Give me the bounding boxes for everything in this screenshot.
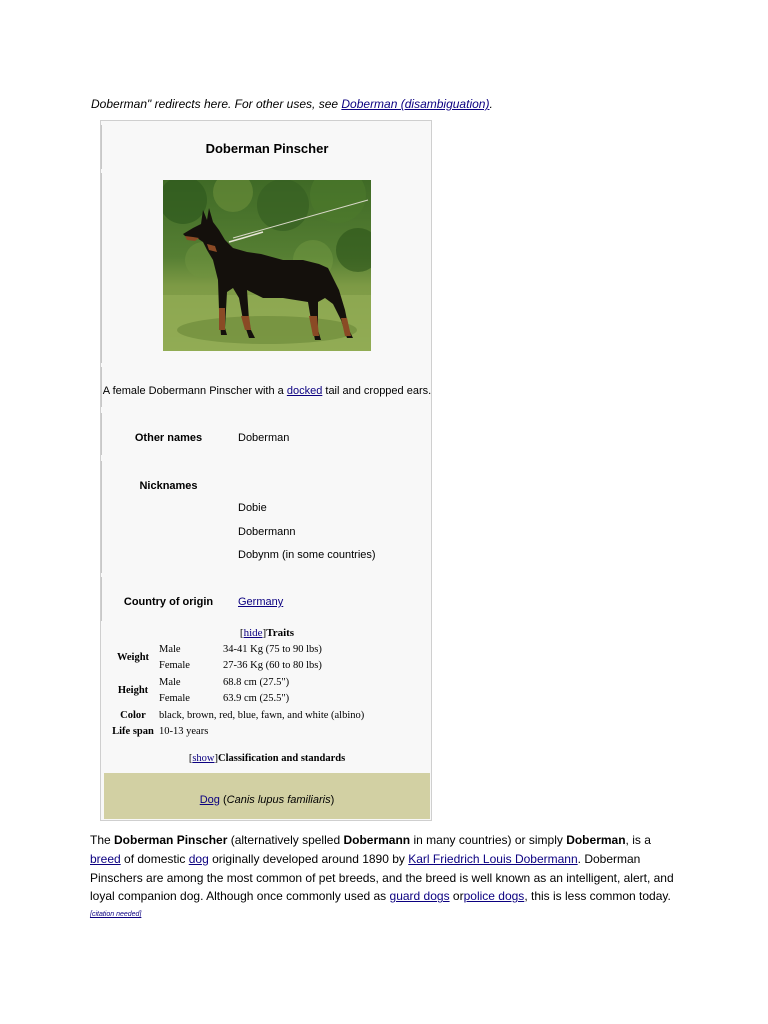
species-line [104, 794, 430, 806]
other-names-value: Doberman [238, 432, 290, 444]
caption-text: tail and cropped ears. [322, 385, 432, 397]
color-value: black, brown, red, blue, fawn, and white (albino) [159, 709, 365, 721]
sex-label: Female [159, 693, 190, 705]
disambiguation-link[interactable]: Doberman (disambiguation) [341, 97, 490, 111]
citation-needed-link[interactable]: [citation needed] [90, 911, 142, 919]
sex-label: Female [159, 660, 190, 672]
infobox-row-border [101, 461, 106, 573]
germany-link[interactable]: Germany [238, 596, 284, 608]
image-caption [101, 385, 433, 397]
nickname-item: Dobynm (in some countries) [238, 549, 376, 561]
karl-dobermann-link[interactable]: Karl Friedrich Louis Dobermann [408, 851, 578, 866]
country-value [238, 596, 283, 608]
classification-header [101, 753, 433, 764]
species-paren: ( [219, 794, 227, 806]
docked-link[interactable]: docked [286, 385, 323, 397]
bracket: ] [214, 753, 218, 764]
other-names-label: Other names [134, 432, 203, 444]
breed-link[interactable]: breed [90, 851, 121, 866]
nickname-item: Dobermann [238, 526, 296, 538]
weight-female-value: 27-36 Kg (60 to 80 lbs) [223, 660, 322, 672]
doberman-photo[interactable] [163, 180, 371, 351]
species-bar [104, 773, 430, 819]
paragraph-text: (alternatively spelled [227, 833, 344, 847]
dog-species-link[interactable]: Dog [199, 794, 220, 806]
lifespan-label: Life span [112, 726, 154, 738]
show-toggle-link[interactable]: show [192, 753, 215, 764]
lifespan-value: 10-13 years [159, 726, 209, 738]
paragraph-text: in many countries) or simply [410, 833, 567, 847]
paragraph-text: , this is less common today. [524, 889, 671, 904]
bold-term: Doberman Pinscher [114, 833, 228, 847]
bracket: [ [188, 753, 193, 764]
sex-label: Male [159, 643, 181, 655]
nickname-item: Dobie [238, 502, 267, 514]
classification-title: Classification and standards [217, 753, 346, 764]
paragraph-text: The [90, 833, 115, 847]
hatnote [91, 97, 493, 111]
height-label: Height [117, 685, 149, 696]
paragraph-text: , is a [625, 833, 651, 847]
infobox-row-border [101, 173, 106, 363]
nicknames-label: Nicknames [139, 480, 198, 492]
paragraph-text: of domestic [120, 851, 189, 866]
bracket: ] [262, 627, 267, 639]
traits-header [101, 627, 433, 639]
sex-label: Male [159, 676, 181, 688]
guard-dogs-link[interactable]: guard dogs [389, 889, 450, 904]
police-dogs-link[interactable]: police dogs [463, 889, 525, 904]
infobox-title: Doberman Pinscher [205, 141, 329, 156]
lead-paragraph [90, 831, 680, 927]
paragraph-text: originally developed around 1890 by [208, 851, 409, 866]
table-row [107, 707, 427, 724]
table-row [107, 724, 427, 741]
table-row [107, 641, 427, 658]
weight-label: Weight [116, 652, 150, 663]
caption-text: A female Dobermann Pinscher with a [102, 385, 287, 397]
height-male-value: 68.8 cm (27.5") [223, 676, 290, 688]
bold-term: Dobermann [343, 833, 411, 847]
table-row [107, 674, 427, 691]
dog-link[interactable]: dog [188, 851, 209, 866]
traits-title: Traits [266, 627, 295, 639]
paragraph-text: or [449, 889, 464, 904]
species-latin: Canis lupus familiaris [226, 794, 331, 806]
hatnote-suffix: . [489, 97, 493, 111]
paragraph-text: . Doberman Pinschers are among the most common of pet breeds, and the breed is well known as an intelligent, alert, and loyal companion dog. Although once commonly used as [90, 851, 674, 904]
bracket: [ [239, 627, 244, 639]
country-label: Country of origin [123, 596, 214, 608]
species-paren: ) [330, 794, 335, 806]
weight-male-value: 34-41 Kg (75 to 90 lbs) [223, 643, 322, 655]
hatnote-text: Doberman" redirects here. For other uses, see [91, 97, 342, 111]
bold-term: Doberman [566, 833, 626, 847]
color-label: Color [120, 709, 146, 721]
hide-toggle-link[interactable]: hide [243, 627, 263, 639]
height-female-value: 63.9 cm (25.5") [223, 693, 290, 705]
infobox [100, 120, 432, 821]
traits-table [107, 641, 427, 740]
